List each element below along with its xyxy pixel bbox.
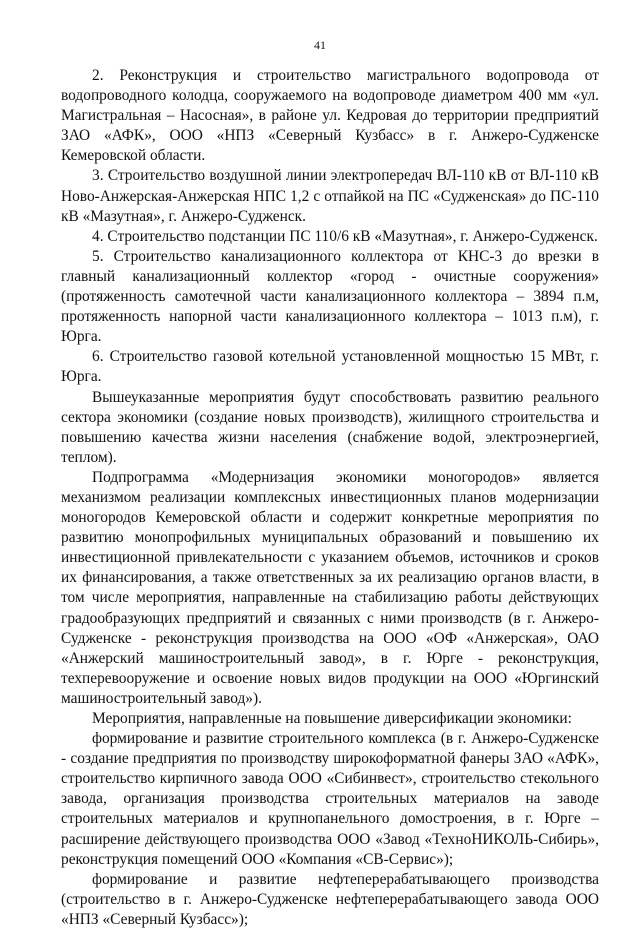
paragraph-item-2: 2. Реконструкция и строительство магистрального водопровода от водопроводного колодца, сооружаемого на водопроводе диаметром 400 мм «ул. Магистральная – Насосная», в районе ул. Кедровая до территории предприятий ЗАО «АФК», ООО «НПЗ «Северный Кузбасс» в г. Анжеро-Судженске Кемеровской области. [61,67,599,165]
paragraph-construction-complex: формирование и развитие строительного комплекса (в г. Анжеро-Судженске - создание предприятия по производству широкоформатной фанеры ЗАО «АФК», строительство кирпичного завода ООО «Сибинвест», строительство стекольного завода, организация производства строительных материалов на заводе строительных материалов и крупнопанельного домостроения, в г. Юрге – расширение действующего производства ООО «Завод «ТехноНИКОЛЬ-Сибирь», реконструкция помещений ООО «Компания «СВ-Сервис»); [61,730,599,868]
paragraph-diversification-intro: Мероприятия, направленные на повышение диверсификации экономики: [92,710,572,727]
paragraph-item-6: 6. Строительство газовой котельной установленной мощностью 15 МВт, г. Юрга. [61,348,599,386]
paragraph-item-4: 4. Строительство подстанции ПС 110/6 кВ «Мазутная», г. Анжеро-Судженск. [92,227,598,245]
paragraph-item-5: 5. Строительство канализационного коллектора от КНС-3 до врезки в главный канализационный коллектор «город - очистные сооружения» (протяженность самотечной части канализационного коллектора – 3894 п.м, протяженность напорной части канализационного коллектора – 1013 п.м), г. Юрга. [61,247,599,346]
page-number: 41 [314,38,326,52]
paragraph-summary: Вышеуказанные мероприятия будут способствовать развитию реального сектора экономики (создание новых производств), жилищного строительства и повышению качества жизни населения (снабжение водой, электроэнергией, теплом). [61,388,599,466]
document-body [61,66,599,930]
paragraph-oil-refining: формирование и развитие нефтеперерабатывающего производства (строительство в г. Анжеро-Судженске нефтеперерабатывающего завода ООО «НПЗ «Северный Кузбасс»); [61,870,599,928]
paragraph-item-3: 3. Строительство воздушной линии электропередач ВЛ-110 кВ от ВЛ-110 кВ Ново-Анжерская-Анжерская НПС 1,2 с отпайкой на ПС «Судженская» до ПС-110 кВ «Мазутная», г. Анжеро-Судженск. [61,167,599,225]
paragraph-subprogram: Подпрограмма «Модернизация экономики моногородов» является механизмом реализации комплексных инвестиционных планов модернизации моногородов Кемеровской области и содержит конкретные мероприятия по развитию монопрофильных муниципальных образований и повышению их инвестиционной привлекательности с указанием объемов, источников и сроков их финансирования, а также ответственных за их реализацию органов власти, в том числе мероприятия, направленные на стабилизацию работы действующих градообразующих предприятий и связанных с ними производств (в г. Анжеро-Судженске - реконструкция производства на ООО «ОФ «Анжерская», ОАО «Анжерский машиностроительный завод», в г. Юрге - реконструкция, техперевооружение и освоение новых видов продукции на ООО «Юргинский машиностроительный завод»). [61,468,599,707]
